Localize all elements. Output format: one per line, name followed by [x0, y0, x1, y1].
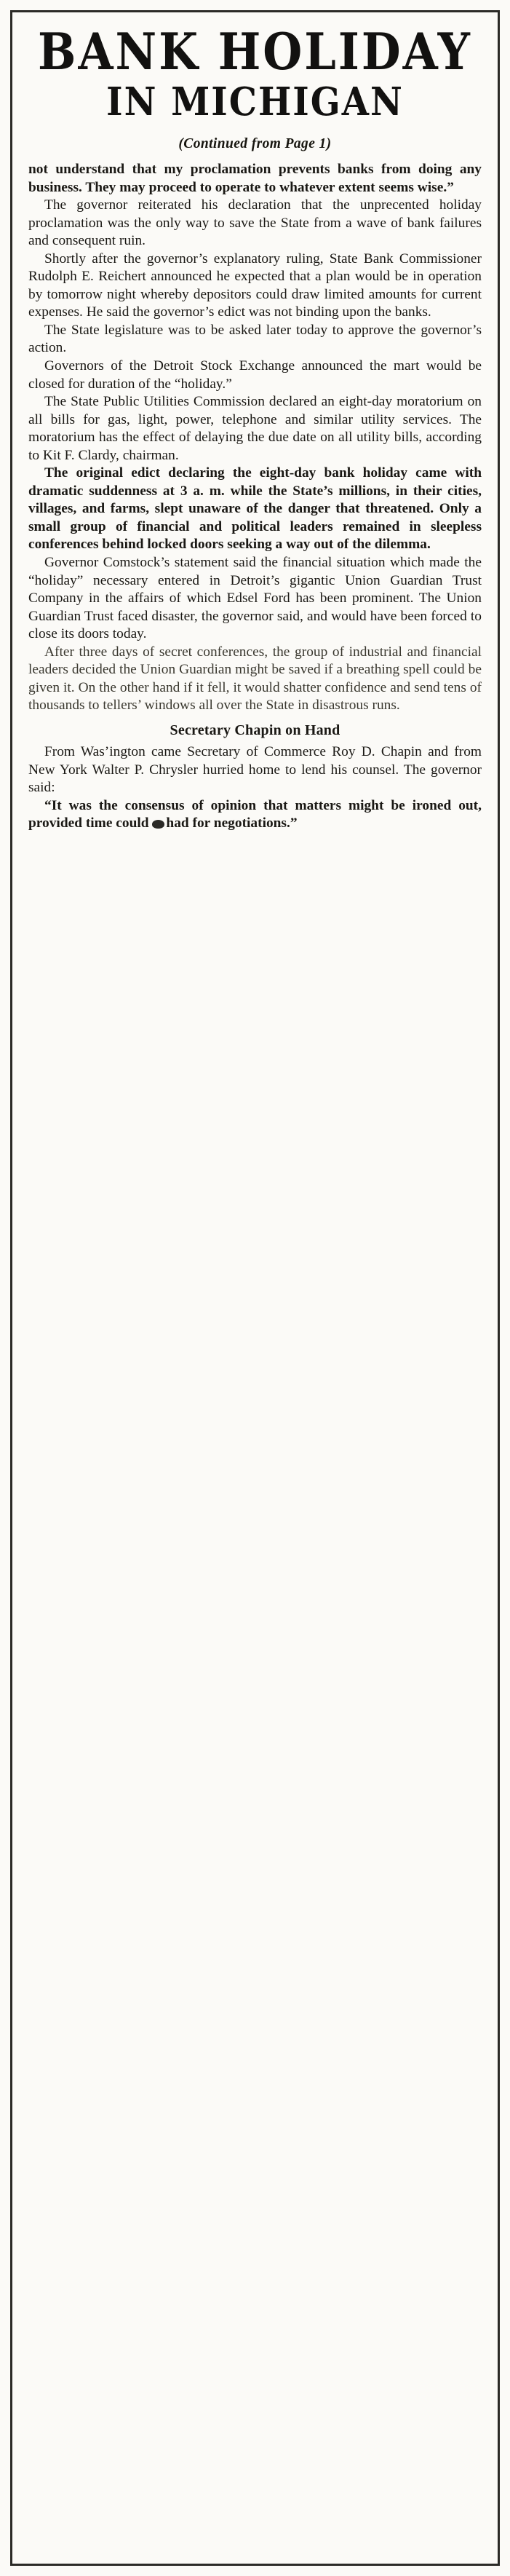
paragraph: From Was’ington came Secretary of Commerce Roy D. Chapin and from New York Walter P. Chrysler hurried home to lend his counsel. The governor said:: [28, 744, 482, 796]
article-body: [28, 161, 482, 833]
paragraph: Governors of the Detroit Stock Exchange announced the mart would be closed for duration of the “holiday.”: [28, 358, 482, 392]
paragraph: The original edict declaring the eight-day bank holiday came with dramatic suddenness at 3 a. m. while the State’s millions, in their cities, villages, and farms, slept unaware of the danger that threatened. Only a small group of financial and political leaders remained in sleepless conferences behind locked doors seeking a way out of the dilemma.: [28, 465, 482, 553]
paragraph: After three days of secret conferences, the group of industrial and financial leaders decided the Union Guardian might be saved if a breathing spell could be given it. On the other hand if it fell, it would shatter confidence and send tens of thousands to tellers’ windows all over the State in disastrous runs.: [28, 644, 482, 714]
paragraph: The State legislature was to be asked later today to approve the governor’s action.: [28, 322, 482, 356]
headline-line-2: IN MICHIGAN: [106, 79, 404, 125]
paragraph: Shortly after the governor’s explanatory ruling, State Bank Commissioner Rudolph E. Reichert announced he expected that a plan would be in operation by tomorrow night whereby depositors could draw limited amounts for current expenses. He said the governor’s edict was not binding upon the banks.: [28, 250, 482, 320]
ink-blot-icon: [152, 820, 164, 829]
page-title: [28, 22, 482, 125]
pull-quote: [28, 797, 482, 833]
paragraph: Governor Comstock’s statement said the financial situation which made the “holiday” necessary entered in Detroit’s gigantic Union Guardian Trust Company in the affairs of which Edsel Ford has been prominent. The Union Guardian Trust faced disaster, the governor said, and would have been forced to close its doors today.: [28, 555, 482, 642]
section-subhead: Secretary Chapin on Hand: [170, 722, 340, 738]
article-frame: [10, 10, 500, 2566]
paragraph: The State Public Utilities Commission declared an eight-day moratorium on all bills for gas, light, power, telephone and similar utility services. The moratorium has the effect of delaying the due date on all utility bills, according to Kit F. Clardy, chairman.: [28, 394, 482, 463]
continued-from-note: (Continued from Page 1): [178, 136, 332, 151]
paragraph: The governor reiterated his declaration that the unprecented holiday proclamation was the only way to save the State from a wave of bank failures and consequent ruin.: [28, 197, 482, 249]
quote-line-2: opinion that matters might be: [210, 797, 405, 813]
quote-line-4: had for negotiations.”: [166, 815, 298, 831]
quote-line-1: “It was the consensus of: [44, 797, 204, 813]
quote-line-3: ironed out, provided time could: [28, 797, 482, 831]
paragraph: not understand that my proclamation prevents banks from doing any business. They may proceed to operate to whatever extent seems wise.”: [28, 162, 482, 195]
headline-line-1: BANK HOLIDAY: [38, 22, 472, 82]
